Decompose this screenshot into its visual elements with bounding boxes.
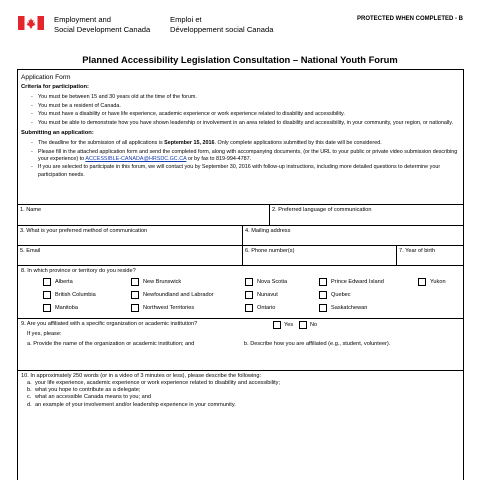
send-text: Please fill in the attached application form and send the completed form, along with accompanying documents, (or the URL to your public or private video submission describing your experience) to [38,148,458,162]
name-label: 1. Name [20,207,42,213]
option-label: Northwest Territories [143,305,195,311]
option-label: Nova Scotia [257,279,288,285]
description-prompt [27,394,280,401]
checkbox[interactable] [43,304,51,312]
prompt-marker: d. [27,401,32,408]
criteria-item: - You must be a resident of Canada. [31,103,460,110]
prompt-text: an example of your involvement and/or leadership experience in your community. [35,401,236,408]
submission-list [21,140,460,179]
checkbox[interactable] [131,291,139,299]
language-field[interactable] [269,205,463,225]
checkbox[interactable] [319,291,327,299]
description-question[interactable] [18,371,463,480]
option-label: British Columbia [55,292,96,298]
row-method-address [18,226,463,246]
submission-item-send [31,149,460,163]
affiliation-question-label: 9. Are you affiliated with a specific organization or academic institution? [21,321,198,327]
description-prompt [27,402,280,409]
row-name-language [18,205,463,226]
phone-label: 6. Phone number(s) [245,248,295,254]
mailing-address-label: 4. Mailing address [245,228,291,234]
province-question [18,266,463,319]
deadline-text: The deadline for the submission of all applications is [38,139,165,146]
communication-method-label: 3. What is your preferred method of communication [20,228,148,234]
prompt-text: what an accessible Canada means to you; and [35,394,151,401]
province-question-label: 8. In which province or territory do you reside? [21,268,136,274]
prompt-text: what you hope to contribute as a delegate; [35,387,141,394]
dept-fr-line2: Développement social Canada [170,24,274,34]
checkbox[interactable] [43,278,51,286]
criteria-list [21,94,460,127]
option-label: New Brunswick [143,279,182,285]
communication-method-field[interactable] [18,226,242,245]
checkbox[interactable] [245,291,253,299]
option-label: Nunavut [257,292,278,298]
prompt-marker: c. [27,394,32,401]
form-label: Application Form [21,74,71,81]
criteria-item: - You must have a disability or have life experience, academic experience or work experience related to disability and accessibility. [31,111,460,118]
description-prompts [27,380,280,409]
year-of-birth-label: 7. Year of birth [399,248,436,254]
name-field[interactable] [18,205,269,225]
yes-label: Yes [284,322,294,328]
option-label: Newfoundland and Labrador [143,292,214,298]
canada-flag-icon [18,16,44,30]
checkbox[interactable] [131,278,139,286]
option-label: Alberta [55,279,73,285]
option-label: Quebec [331,292,351,298]
deadline-date: September 15, 2016 [164,139,215,146]
email-link[interactable]: ACCESSIBLE-CANADA@HRSDC.GC.CA [85,155,187,162]
deadline-text-end: . Only complete applications submitted by this date will be considered. [214,139,382,146]
affiliation-question [18,319,463,371]
prompt-marker: a. [27,380,32,386]
checkbox[interactable] [319,278,327,286]
criteria-item: - You must be able to demonstrate how you have shown leadership or involvement in an area related to disability and accessibility, in your community, your region, or nationally. [31,120,460,127]
checkbox[interactable] [299,321,307,329]
checkbox[interactable] [245,278,253,286]
fax-text: or by fax to 819-994-4787. [186,155,252,162]
if-yes-label: If yes, please: [27,331,62,337]
page-header [0,0,480,40]
option-label: Yukon [430,279,446,285]
option-label: Manitoba [55,305,79,311]
option-label: Ontario [257,305,276,311]
email-label: 5. Email [20,248,41,254]
description-prompt [27,387,280,394]
department-name-english [54,15,150,34]
application-form [17,69,464,480]
no-label: No [310,322,318,328]
page-title: Planned Accessibility Legislation Consultation – National Youth Forum [82,54,398,65]
criteria-item: - You must be between 15 and 30 years old at the time of the forum. [31,94,460,101]
submission-item-deadline [31,140,460,147]
checkbox[interactable] [245,304,253,312]
mailing-address-field[interactable] [242,226,463,245]
description-prompt [27,380,280,387]
department-name-french [170,15,273,34]
checkbox[interactable] [418,278,426,286]
prompt-marker: b. [27,387,32,394]
checkbox[interactable] [319,304,327,312]
checkbox[interactable] [43,291,51,299]
protected-label: PROTECTED WHEN COMPLETED - B [357,16,463,22]
criteria-section [18,70,463,205]
option-label: Prince Edward Island [331,279,384,285]
submission-heading: Submitting an application: [21,129,94,136]
dept-fr-line1: Emploi et [170,15,202,24]
language-label: 2. Preferred language of communication [272,207,372,213]
dept-en-line2: Social Development Canada [54,24,151,34]
phone-field[interactable] [242,246,396,265]
email-field[interactable] [18,246,242,265]
dept-en-line1: Employment and [54,15,111,24]
affiliation-subquestion-b: b. Describe how you are affiliated (e.g., student, volunteer). [244,341,391,347]
prompt-text: your life experience, academic experience or work experience related to disability and accessibility; [35,380,281,386]
submission-item-selected: - If you are selected to participate in this forum, we will contact you by September 30, 2016 with follow-up instructions, including more detailed questions to determine your participation needs. [31,164,460,178]
checkbox[interactable] [131,304,139,312]
affiliation-subquestion-a: a. Provide the name of the organization or academic institution; and [27,341,195,347]
row-email-phone-year [18,246,463,266]
description-question-label: 10. In approximately 250 words (or in a video of 3 minutes or less), please describe the following: [21,373,262,379]
option-label: Saskatchewan [331,305,368,311]
checkbox[interactable] [273,321,281,329]
year-of-birth-field[interactable] [396,246,463,265]
criteria-heading: Criteria for participation: [21,84,89,90]
